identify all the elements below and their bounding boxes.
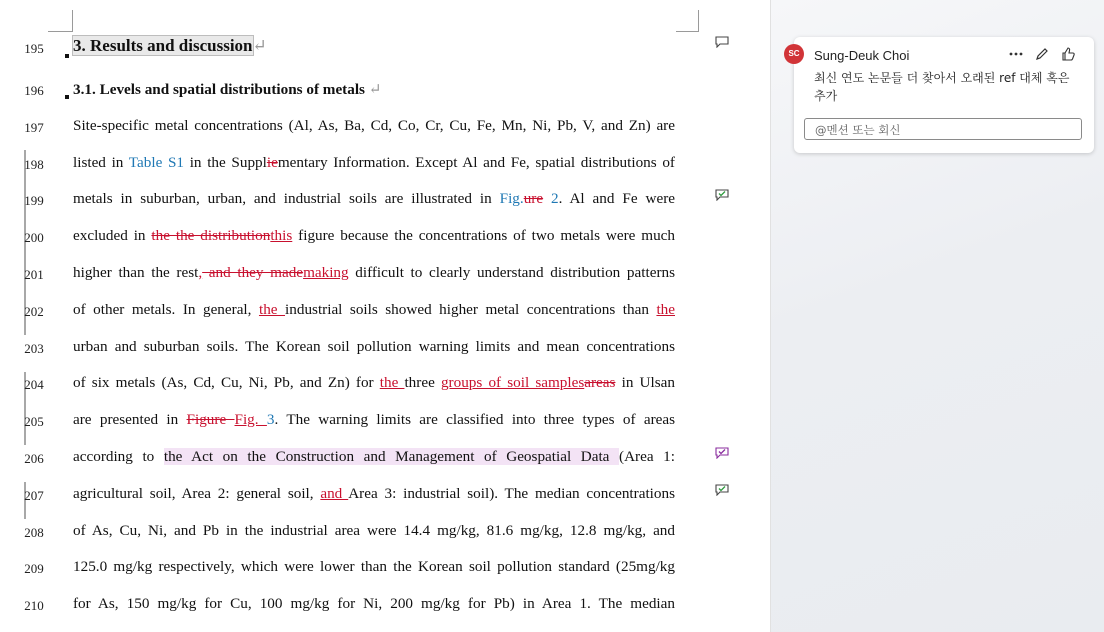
tracked-insertion: Fig.	[234, 411, 267, 428]
text-run: (Area 1:	[619, 448, 675, 465]
avatar: SC	[784, 44, 804, 64]
text-run: Area 3: industrial soil). The median concentrations	[348, 485, 675, 502]
section-heading: 3. Results and discussion	[73, 36, 253, 55]
comment-author: Sung-Deuk Choi	[814, 48, 910, 63]
document-line[interactable]	[0, 337, 770, 361]
line-number: 203	[24, 341, 44, 356]
text-run: . The warning limits are classified into three types of areas	[274, 411, 676, 428]
tracked-deletion: the the distribution	[151, 227, 271, 244]
paragraph-text[interactable]	[73, 448, 675, 466]
line-number: 195	[24, 41, 44, 56]
text-run: of As, Cu, Ni, and Pb in the industrial area were 14.4 mg/kg, 81.6 mg/kg, 12.8 mg/kg, and	[73, 522, 675, 539]
tracked-insertion: the	[258, 301, 286, 318]
document-line[interactable]	[0, 116, 770, 140]
text-run: of six metals (As, Cd, Cu, Ni, Pb, and Zn) for	[73, 374, 380, 391]
line-number: 206	[24, 451, 44, 466]
line-number: 196	[24, 83, 44, 98]
line-number: 204	[24, 377, 44, 392]
line-number: 205	[24, 414, 44, 429]
text-run: industrial soils showed higher metal concentrations than	[285, 301, 657, 318]
heading-text[interactable]	[73, 80, 675, 99]
line-number: 200	[24, 230, 44, 245]
paragraph-mark: ↵	[364, 81, 382, 98]
tracked-insertion: the	[379, 374, 405, 391]
text-run: figure because the concentrations of two metals were much	[292, 227, 675, 244]
tracked-insertion: the	[656, 301, 675, 318]
subsection-heading: 3.1. Levels and spatial distributions of metals	[73, 81, 365, 98]
paragraph-text[interactable]	[73, 411, 675, 429]
commented-text[interactable]: the Act on the Construction and Management of Geospatial Data	[163, 448, 620, 465]
paragraph-text[interactable]	[73, 558, 675, 576]
tracked-deletion: Figure	[186, 411, 235, 428]
paragraph-text[interactable]	[73, 227, 675, 245]
line-number: 209	[24, 561, 44, 576]
text-run: mentary Information. Except Al and Fe, spatial distributions of	[277, 154, 675, 171]
document-line[interactable]	[0, 189, 770, 213]
text-run: are presented in	[73, 411, 187, 428]
document-line[interactable]	[0, 594, 770, 618]
line-number: 207	[24, 488, 44, 503]
comment-icon[interactable]	[715, 36, 729, 48]
line-number: 202	[24, 304, 44, 319]
text-run: in the Suppl	[184, 154, 267, 171]
more-options-icon[interactable]	[1008, 46, 1024, 62]
document-line[interactable]	[0, 153, 770, 177]
line-number: 199	[24, 193, 44, 208]
cross-reference-link[interactable]: Table S1	[128, 154, 185, 171]
document-line[interactable]	[0, 37, 770, 61]
paragraph-text[interactable]	[73, 522, 675, 540]
text-run: metals in suburban, urban, and industrial soils are illustrated in	[73, 190, 500, 207]
document-line[interactable]	[0, 447, 770, 471]
like-icon[interactable]	[1060, 46, 1076, 62]
document-line[interactable]	[0, 373, 770, 397]
document-line[interactable]	[0, 300, 770, 324]
crop-mark-right	[698, 10, 699, 32]
document-line[interactable]	[0, 263, 770, 287]
text-run: listed in	[73, 154, 129, 171]
document-line[interactable]	[0, 410, 770, 434]
text-run: three	[404, 374, 441, 391]
resolved-comment-icon[interactable]	[715, 484, 729, 496]
text-run: difficult to clearly understand distribution patterns	[348, 264, 675, 281]
document-line[interactable]	[0, 521, 770, 545]
heading-text[interactable]	[73, 36, 675, 56]
paragraph-text[interactable]	[73, 595, 675, 613]
crop-mark-left-h	[48, 31, 72, 32]
paragraph-text[interactable]	[73, 117, 675, 135]
text-run: for As, 150 mg/kg for Cu, 100 mg/kg for Ni, 200 mg/kg for Pb) in Area 1. The median	[73, 595, 675, 612]
comment-text: 최신 연도 논문들 더 찾아서 오래된 ref 대체 혹은 추가	[814, 71, 1070, 103]
text-run: . Al and Fe were	[558, 190, 675, 207]
resolved-comment-icon[interactable]	[715, 189, 729, 201]
text-run: higher than the rest	[73, 264, 199, 281]
text-run: according to	[73, 448, 164, 465]
cross-reference-link[interactable]: 3	[266, 411, 275, 428]
paragraph-text[interactable]	[73, 264, 675, 282]
tracked-insertion: ,	[198, 264, 203, 281]
paragraph-text[interactable]	[73, 485, 675, 503]
comment-card[interactable]	[788, 37, 1094, 153]
edit-icon[interactable]	[1034, 46, 1050, 62]
document-line[interactable]	[0, 226, 770, 250]
paragraph-text[interactable]	[73, 374, 675, 392]
tracked-deletion: ure	[523, 190, 544, 207]
document-line[interactable]	[0, 484, 770, 508]
text-run: of other metals. In general,	[73, 301, 259, 318]
paragraph-mark: ↵	[252, 36, 267, 55]
line-number: 208	[24, 525, 44, 540]
tracked-insertion: making	[303, 264, 349, 281]
paragraph-text[interactable]	[73, 301, 675, 319]
tracked-insertion: groups of soil samples	[440, 374, 585, 391]
paragraph-text[interactable]	[73, 338, 675, 356]
text-run: 125.0 mg/kg respectively, which were lower than the Korean soil pollution standard (25mg/kg	[73, 558, 675, 575]
paragraph-text[interactable]	[73, 190, 675, 208]
text-run: urban and suburban soils. The Korean soil pollution warning limits and mean concentrations	[73, 338, 675, 355]
line-number: 210	[24, 598, 44, 613]
tracked-insertion: this	[270, 227, 293, 244]
document-line[interactable]	[0, 557, 770, 581]
tracked-deletion: and they made	[202, 264, 304, 281]
text-run: in Ulsan	[615, 374, 675, 391]
paragraph-text[interactable]	[73, 154, 675, 172]
line-number: 201	[24, 267, 44, 282]
reply-input[interactable]: @멘션 또는 회신	[804, 118, 1082, 140]
crop-mark-left	[72, 10, 73, 32]
crop-mark-right-h	[676, 31, 698, 32]
text-run: Site-specific metal concentrations (Al, As, Ba, Cd, Co, Cr, Cu, Fe, Mn, Ni, Pb, V, and Zn) are	[73, 117, 675, 134]
tracked-insertion: and	[320, 485, 349, 502]
cross-reference-link[interactable]: Fig.	[499, 190, 524, 207]
tracked-deletion: areas	[584, 374, 616, 391]
cross-reference-link[interactable]: 2	[543, 190, 559, 207]
line-number: 197	[24, 120, 44, 135]
active-comment-icon[interactable]	[715, 447, 729, 459]
text-run: agricultural soil, Area 2: general soil,	[73, 485, 321, 502]
line-number: 198	[24, 157, 44, 172]
tracked-deletion: ie	[266, 154, 278, 171]
text-run: excluded in	[73, 227, 152, 244]
document-line[interactable]	[0, 79, 770, 103]
